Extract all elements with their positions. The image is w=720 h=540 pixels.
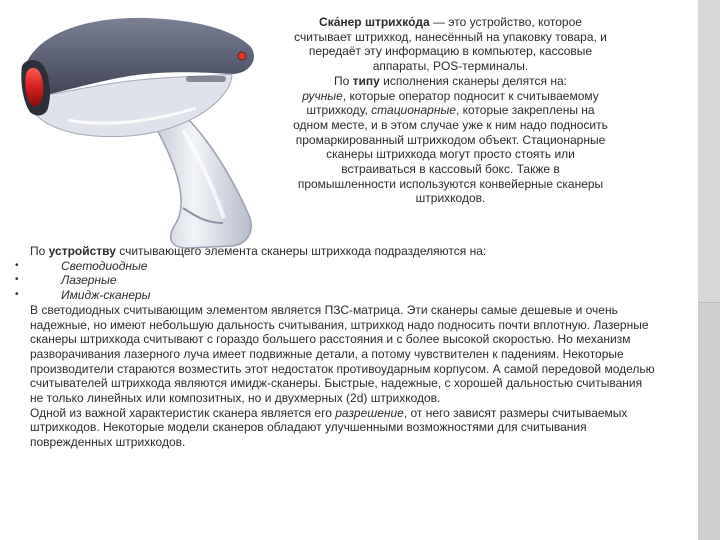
bullet-icon: • (15, 274, 19, 286)
type-word: типу (352, 73, 380, 88)
right-margin-bar-lower (698, 302, 720, 540)
right-margin-bar (698, 0, 720, 540)
bullet-icon: • (15, 289, 19, 301)
type-prefix: По (334, 73, 353, 88)
barcode-scanner-image (18, 8, 288, 253)
definition-text: — это устройство, которое считывает штрихкод, нанесённый на упаковку товара, и передаёт эту информацию в компьютер, кассовые аппараты, POS-терминалы. (294, 15, 607, 74)
type-description (293, 89, 608, 207)
scanner-term: Ска́нер штрихко́да (319, 15, 430, 29)
main-text-block (15, 244, 655, 450)
manual-word: ручные (302, 88, 343, 103)
device-heading (15, 244, 655, 259)
body-paragraph-2 (15, 406, 655, 450)
list-item (15, 259, 655, 274)
device-suffix: считывающего элемента сканеры штрихкода подразделяются на: (115, 244, 487, 258)
bullet-icon: • (15, 259, 19, 271)
device-type-list (15, 259, 655, 303)
resolution-word: разрешение (335, 405, 404, 420)
resolution-suffix: , от него зависят размеры считываемых штрихкодов. Некоторые модели сканеров обладают улучшенными возможностями для считывания поврежденных штрихкодов. (30, 405, 628, 450)
device-word: устройству (48, 244, 116, 258)
type-suffix: исполнения сканеры делятся на: (379, 73, 567, 88)
device-type-led: Светодиодные (61, 258, 148, 273)
device-type-imager: Имидж-сканеры (61, 288, 151, 303)
type-heading (293, 74, 608, 89)
list-item (15, 273, 655, 288)
stationary-text: , которые закреплены на одном месте, и в этом случае уже к ним надо подносить промаркированный штрихкодом объект. Стационарные сканеры штрихкода могут просто стоять или встраиваться в кассовый бокс. Также в промышленности используются конвейерные сканеры штрихкодов. (293, 103, 608, 206)
intro-text-block (293, 15, 608, 206)
list-item (15, 288, 655, 303)
intro-definition (293, 15, 608, 74)
body-paragraph-1: В светодиодных считывающим элементом является ПЗС-матрица. Эти сканеры самые дешевые и очень надежные, но имеют небольшую дальность считывания, штрихкод надо подносить почти вплотную. Лазерные сканеры штрихкода считывают с гораздо большего расстояния и с более высокой скоростью. Но механизм разворачивания лазерного луча имеет подвижные детали, а потому чувствителен к падениям. Некоторые производители стараются возместить этот недостаток противоударным корпусом. А самой передовой моделью считывателей штрихкода являются имидж-сканеры. Быстрые, надежные, с хорошей дальностью считывания не только линейных или композитных, но и двухмерных (2d) штрихкодов. (30, 302, 655, 406)
stationary-word: стационарные (371, 103, 456, 118)
manual-text: , которые оператор подносит к считываемому штрихкоду, (306, 88, 599, 118)
device-prefix: По (30, 244, 49, 258)
device-type-laser: Лазерные (61, 273, 117, 288)
resolution-prefix: Одной из важной характеристик сканера является его (30, 405, 336, 420)
